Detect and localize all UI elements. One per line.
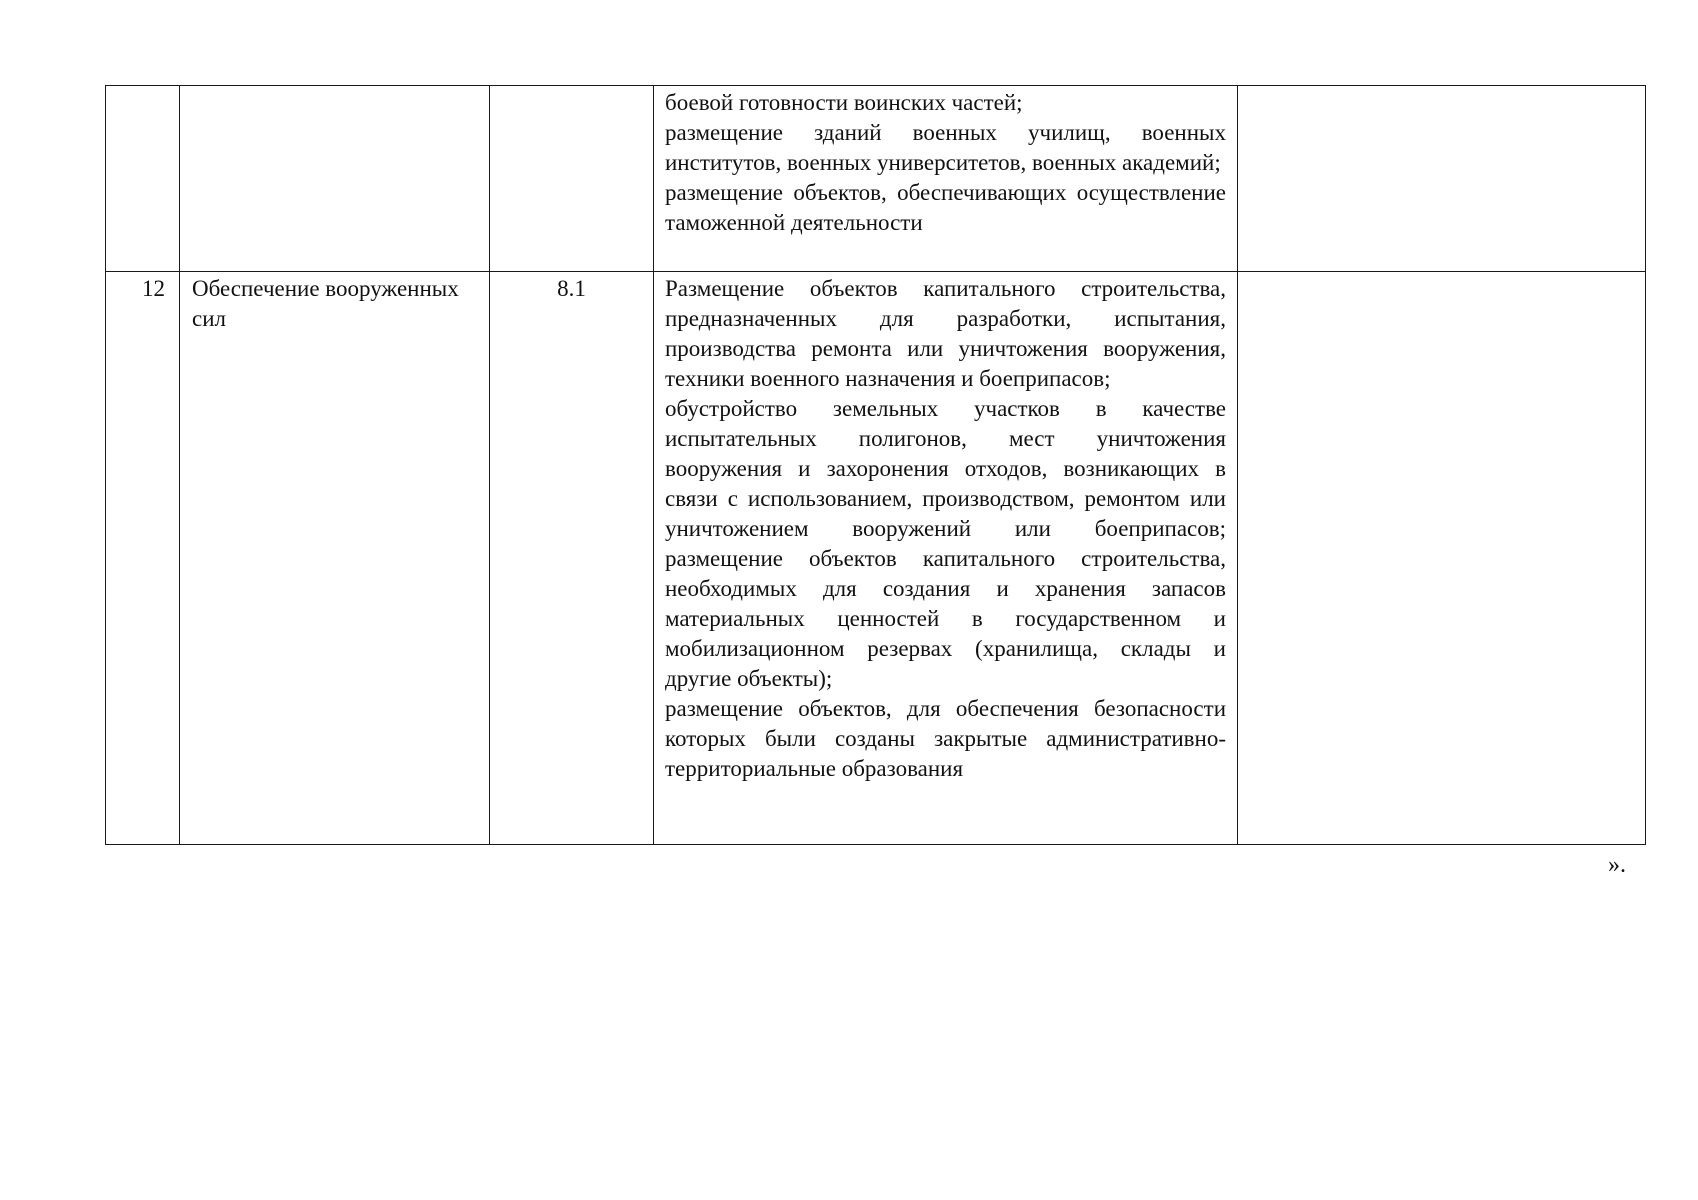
description-cell bbox=[654, 272, 1238, 845]
description-paragraph: обустройство земельных участков в качестве испытательных полигонов, мест уничтожения вооружения и захоронения отходов, возникающих в связи с использованием, производством, ремонтом или уничтожением вооружений или боеприпасов; размещение объектов капитального строительства, необходимых для создания и хранения запасов материальных ценностей в государственном и мобилизационном резервах (хранилища, склады и другие объекты); bbox=[665, 396, 1226, 691]
note-cell bbox=[1238, 86, 1646, 272]
use-type-name-cell: Обеспечение вооруженных сил bbox=[180, 272, 490, 845]
use-type-code-cell bbox=[490, 86, 654, 272]
description-paragraph: Размещение объектов капитального строительства, предназначенных для разработки, испытания, производства ремонта или уничтожения вооружения, техники военного назначения и боеприпасов; bbox=[665, 276, 1226, 391]
description-cell bbox=[654, 86, 1238, 272]
table-row bbox=[106, 272, 1646, 845]
description-paragraph: боевой готовности воинских частей; bbox=[665, 90, 1023, 115]
land-use-table bbox=[105, 85, 1646, 845]
use-type-code-cell: 8.1 bbox=[490, 272, 654, 845]
row-number-cell bbox=[106, 86, 180, 272]
description-paragraph: размещение зданий военных училищ, военных институтов, военных университетов, военных академий; bbox=[665, 120, 1226, 175]
description-paragraph: размещение объектов, обеспечивающих осуществление таможенной деятельности bbox=[665, 180, 1226, 235]
use-type-name-cell bbox=[180, 86, 490, 272]
note-cell bbox=[1238, 272, 1646, 845]
description-paragraph: размещение объектов, для обеспечения безопасности которых были созданы закрытые административно-территориальные образования bbox=[665, 696, 1226, 781]
row-number-cell: 12 bbox=[106, 272, 180, 845]
table-row bbox=[106, 86, 1646, 272]
closing-quote-mark: ». bbox=[1608, 852, 1626, 878]
